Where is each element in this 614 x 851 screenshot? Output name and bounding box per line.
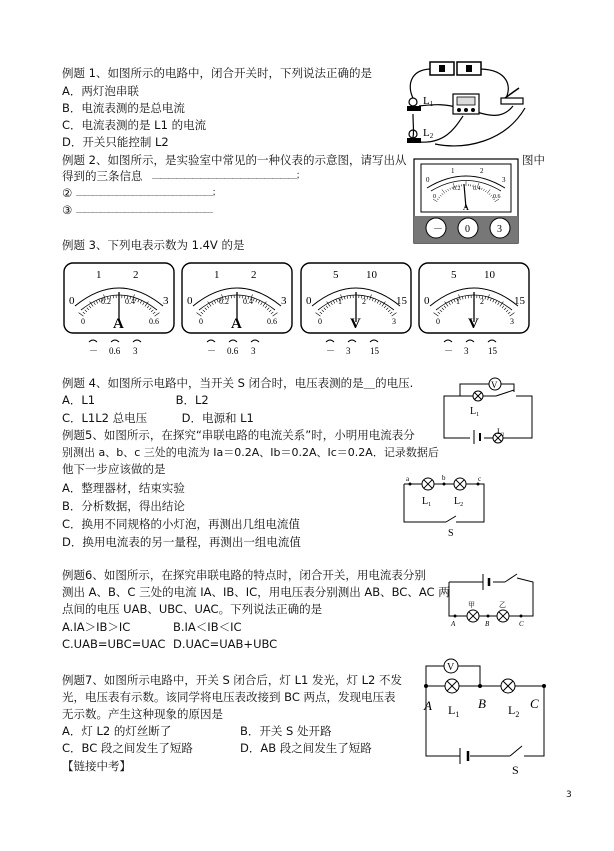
q7-option-d: D．AB 段之间发生了短路 (240, 741, 372, 755)
q6-point-c: C (519, 620, 524, 628)
q2-unit: A (463, 203, 469, 212)
q7-label-v: V (447, 662, 455, 673)
switch-icon (501, 88, 523, 104)
q5-point-b: b (442, 474, 446, 482)
q7-stem-line2: 光，电压表有示数。该同学将电压表改接到 BC 两点，发现电压表 (62, 690, 396, 704)
terminal-mid: 3 (346, 346, 351, 356)
battery-icon (430, 62, 481, 75)
unit-label: A (113, 316, 124, 332)
q2-terminal-0: 0 (465, 224, 470, 235)
bottom-label-0: 0 (199, 317, 203, 326)
q6-stem-line1: 例题6、如图所示，在探究串联电路的特点时，闭合开关，用电流表分别 (62, 568, 426, 582)
q2-tick-bot-1: 0.2 (453, 186, 461, 192)
bottom-label-0: 0 (436, 317, 440, 326)
q2-terminal-neg: － (433, 224, 443, 235)
terminal-leads (89, 340, 141, 342)
q7-option-b: B．开关 S 处开路 (240, 724, 332, 738)
bottom-label-2: 0.4 (243, 297, 253, 306)
q3-meter-3 (300, 262, 412, 378)
q6-option-a: A.IA＞IB＞IC (62, 620, 131, 634)
q5-stem-line2: 别测出 a、b、c 三处的电流为 Ia＝0.2A、Ib＝0.2A、Ic＝0.2A．记录数据后 (62, 446, 439, 459)
q3-meter-1 (63, 262, 175, 378)
unit-label: A (231, 316, 242, 332)
end-label-left: 0 (306, 295, 312, 307)
q1-option-b: B．电流表测的是总电流 (62, 101, 185, 115)
q2-blank-3-marker: ③ (62, 203, 73, 217)
bottom-label-2: 2 (362, 297, 366, 306)
switch-icon (446, 516, 456, 522)
q2-tick-bot-0: 0 (433, 194, 436, 200)
battery-icon (483, 574, 489, 590)
q7-label-s: S (512, 763, 519, 776)
q6-option-d: D.UAC=UAB+UBC (173, 637, 278, 651)
bottom-label-1: 1 (456, 297, 460, 306)
end-label-left: 0 (424, 295, 430, 307)
q2-stem-line2: 得到的三条信息 (62, 169, 143, 183)
q3-meter-2 (181, 262, 293, 378)
lamp-l1-icon (407, 98, 421, 111)
q7-label-l1: $L_1$ (448, 703, 460, 719)
top-label-1: 5 (333, 269, 339, 281)
unit-label: V (468, 316, 479, 332)
bottom-label-3: 0.6 (267, 317, 277, 326)
q2-terminal-3: 3 (497, 224, 502, 235)
q2-blank-3: ＿＿＿＿＿＿＿＿＿＿＿＿＿＿＿＿＿ (76, 205, 213, 215)
q4-circuit-figure (440, 372, 540, 444)
q4-label-v: V (491, 380, 498, 390)
q2-tick-top-0: 0 (426, 176, 430, 184)
q1-option-a: A．两灯泡串联 (62, 84, 139, 98)
q7-circuit-figure (418, 652, 552, 776)
q6-label-yi: 乙 (499, 601, 506, 609)
battery-icon (460, 748, 468, 764)
q4-label-l2: $L_2$ (497, 427, 505, 438)
terminal-mid: 0.6 (227, 346, 239, 356)
terminal-neg: － (89, 346, 99, 356)
top-label-1: 1 (214, 269, 220, 281)
q4-stem: 例题 4、如图所示电路中，当开关 S 闭合时，电压表测的是＿的电压. (62, 376, 414, 390)
terminal-mid: 3 (464, 346, 469, 356)
bottom-label-1: 0.2 (219, 297, 229, 306)
switch-icon (496, 390, 516, 400)
q4-label-l1: $L_1$ (470, 406, 480, 418)
q6-option-c: C.UAB=UBC=UAC (62, 637, 166, 651)
terminal-neg: － (326, 346, 336, 356)
q6-point-b: B (485, 620, 490, 628)
bottom-label-1: 0.2 (101, 297, 111, 306)
terminal-high: 3 (133, 346, 138, 356)
unit-label: V (350, 316, 361, 332)
q5-point-c: c (478, 475, 482, 483)
q6-stem-line3: 点间的电压 UAB、UBC、UAC。下列说法正确的是 (62, 602, 323, 616)
q1-stem: 例题 1、如图所示的电路中，闭合开关时，下列说法正确的是 (62, 66, 372, 80)
bottom-label-0: 0 (81, 317, 85, 326)
q6-option-b: B.IA＜IB＜IC (173, 620, 242, 634)
q6-circuit-figure (443, 568, 539, 628)
q7-point-b: B (478, 696, 486, 711)
end-label-left: 0 (69, 295, 75, 307)
q2-blank-2: ＿＿＿＿＿＿＿＿＿＿＿＿＿＿＿＿＿； (76, 188, 221, 198)
top-label-2: 10 (484, 269, 495, 281)
terminal-neg: － (444, 346, 454, 356)
terminal-high: 15 (488, 346, 497, 356)
terminal-leads (207, 340, 259, 342)
bottom-label-1: 1 (338, 297, 342, 306)
q5-label-l2: $L_2$ (454, 496, 464, 508)
end-label-left: 0 (187, 295, 193, 307)
q5-option-c: C．换用不同规格的小灯泡，再测出几组电流值 (62, 517, 301, 531)
terminal-high: 15 (370, 346, 379, 356)
end-label-right: 15 (396, 295, 407, 307)
q2-blank-1: ＿＿＿＿＿＿＿＿＿＿＿＿＿＿＿＿＿＿； (152, 171, 305, 181)
q5-circuit-figure (398, 474, 494, 538)
q5-point-a: a (406, 475, 410, 483)
bottom-label-3: 3 (510, 317, 514, 326)
switch-icon (505, 574, 517, 582)
terminal-neg: － (207, 346, 217, 356)
bottom-label-2: 0.4 (125, 297, 135, 306)
q7-point-a: A (424, 698, 432, 713)
q2-stem-tail: 图中 (522, 153, 545, 167)
top-label-2: 10 (366, 269, 377, 281)
q7-option-c: C．BC 段之间发生了短路 (62, 741, 193, 755)
q7-point-c: C (530, 696, 539, 711)
link-exam-heading: 【链接中考】 (62, 759, 131, 773)
q6-stem-line2: 测出 A、B、C 三处的电流 IA、IB、IC，用电压表分别测出 AB、BC、AC 两 (62, 585, 450, 599)
bottom-label-2: 2 (480, 297, 484, 306)
q5-option-b: B．分析数据，得出结论 (62, 499, 185, 513)
q2-blank-2-marker: ② (62, 186, 73, 200)
top-label-2: 2 (251, 269, 257, 281)
q2-ammeter-figure (413, 158, 519, 244)
q4-options-cd: C．L1L2 总电压 D．电源和 L1 (62, 411, 254, 425)
q1-option-d: D．开关只能控制 L2 (62, 135, 169, 149)
q3-stem: 例题 3、下列电表示数为 1.4V 的是 (62, 238, 245, 252)
bottom-label-3: 3 (392, 317, 396, 326)
terminal-mid: 0.6 (109, 346, 121, 356)
q7-stem-line1: 例题7、如图所示电路中，开关 S 闭合后，灯 L1 发光，灯 L2 不发 (62, 673, 402, 687)
switch-icon (510, 746, 522, 756)
q7-option-a: A．灯 L2 的灯丝断了 (62, 724, 172, 738)
q5-stem-line3: 他下一步应该做的是 (62, 462, 166, 476)
q5-label-s: S (448, 528, 454, 538)
q2-tick-top-2: 2 (480, 167, 484, 175)
q2-tick-top-3: 3 (502, 176, 506, 184)
battery-icon (470, 430, 484, 444)
top-label-2: 2 (133, 269, 139, 281)
label-l2: L2 (423, 127, 434, 140)
top-label-1: 1 (96, 269, 102, 281)
q5-stem-line1: 例题5、如图所示，在探究“串联电路的电流关系”时，小明用电流表分 (62, 428, 415, 442)
q3-meter-4 (418, 262, 530, 378)
q5-option-d: D．换用电流表的另一量程，再测出一组电流值 (62, 535, 301, 549)
q7-stem-line3: 无示数。产生这种现象的原因是 (62, 707, 223, 721)
top-label-1: 5 (451, 269, 457, 281)
terminal-leads (326, 340, 378, 342)
q5-label-l1: $L_1$ (422, 496, 432, 508)
q5-option-a: A．整理器材，结束实验 (62, 481, 185, 495)
page-number: 3 (566, 790, 572, 800)
bottom-label-3: 0.6 (149, 317, 159, 326)
label-l1: L1 (423, 95, 434, 108)
q6-point-a: A (451, 620, 456, 628)
q2-tick-top-1: 1 (451, 167, 455, 175)
q1-circuit-figure (395, 56, 535, 154)
end-label-right: 15 (514, 295, 525, 307)
terminal-leads (444, 340, 496, 342)
q6-label-jia: 甲 (468, 601, 475, 609)
bottom-label-0: 0 (318, 317, 322, 326)
q2-tick-bot-3: 0.6 (493, 194, 501, 200)
q4-options-ab: A．L1 B．L2 (62, 393, 209, 407)
end-label-right: 3 (281, 295, 287, 307)
q1-option-c: C．电流表测的是 L1 的电流 (62, 118, 207, 132)
q7-label-l2: $L_2$ (508, 703, 520, 719)
q2-stem-line1: 例题 2、如图所示，是实验室中常见的一种仪表的示意图，请写出从 (62, 153, 407, 167)
q2-tick-bot-2: 0.4 (473, 186, 481, 192)
terminal-high: 3 (251, 346, 256, 356)
ammeter-icon (453, 94, 479, 114)
end-label-right: 3 (163, 295, 169, 307)
